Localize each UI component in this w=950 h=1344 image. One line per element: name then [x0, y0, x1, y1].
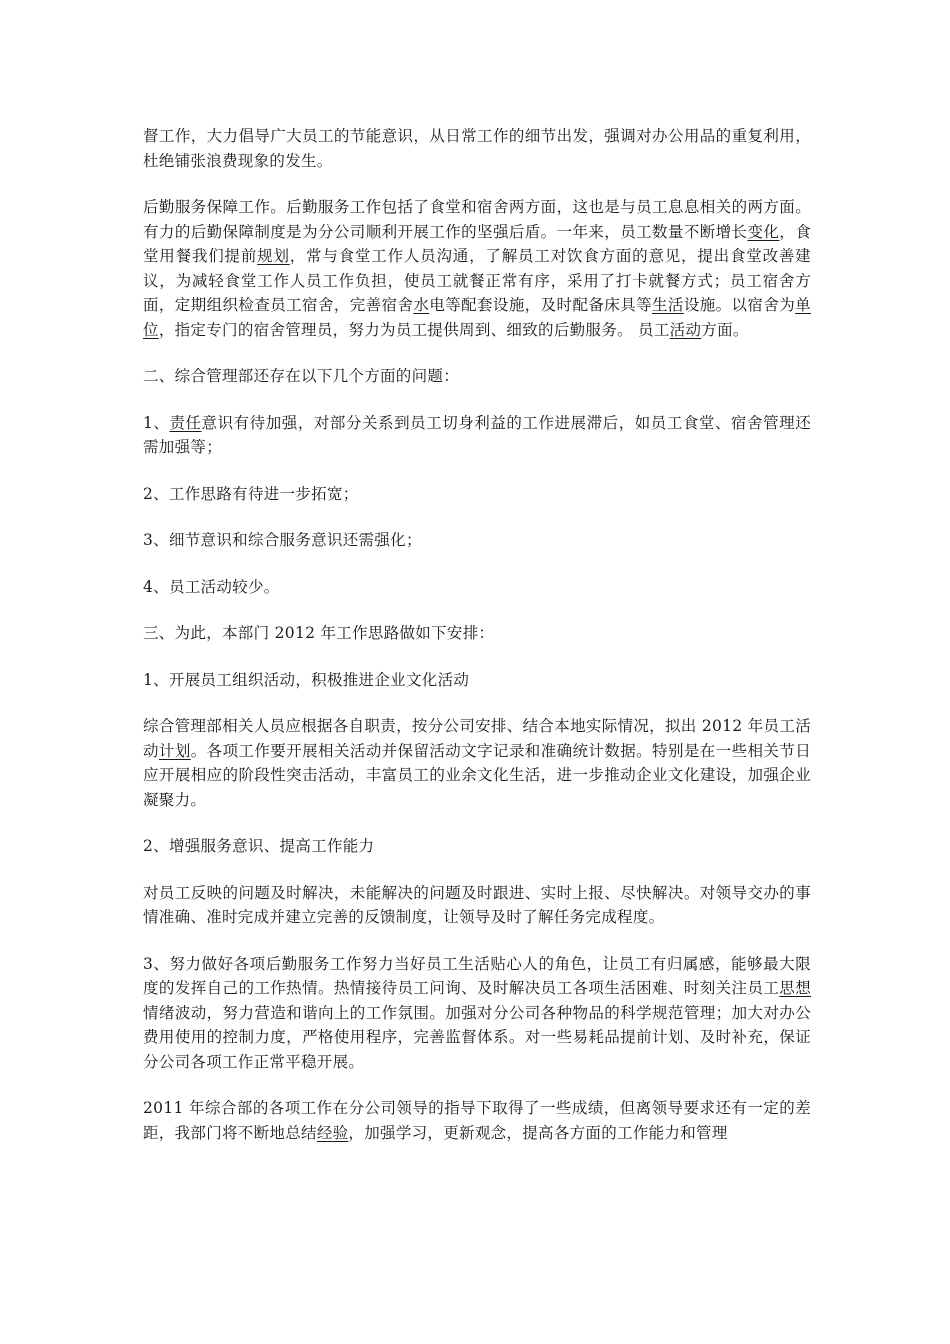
plan-item-1-heading: 1、开展员工组织活动，积极推进企业文化活动 — [143, 670, 470, 689]
link-thought[interactable]: 思想 — [779, 979, 811, 997]
link-experience[interactable]: 经验 — [316, 1123, 349, 1142]
list-item-2: 2、工作思路有待进一步拓宽； — [143, 484, 359, 503]
list-item-1: 1、责任意识有待加强，对部分关系到员工切身利益的工作进展滞后，如员工食堂、宿舍管理还需加强等； — [143, 413, 811, 456]
list-item-4: 4、员工活动较少。 — [143, 577, 280, 596]
conclusion-paragraph: 2011 年综合部的各项工作在分公司领导的指导下取得了一些成绩，但离领导要求还有一定的差距，我部门将不断地总结经验，加强学习，更新观念，提高各方面的工作能力和管理 — [143, 1099, 811, 1142]
link-activity[interactable]: 活动 — [669, 320, 702, 339]
link-water[interactable]: 水 — [413, 296, 430, 314]
paragraph-1: 督工作，大力倡导广大员工的节能意识，从日常工作的细节出发，强调对办公用品的重复利用，杜绝铺张浪费现象的发生。 — [143, 127, 811, 170]
plan-item-2-body: 对员工反映的问题及时解决，未能解决的问题及时跟进、实时上报、尽快解决。对领导交办的事情准确、准时完成并建立完善的反馈制度，让领导及时了解任务完成程度。 — [143, 883, 811, 926]
link-responsibility[interactable]: 责任 — [169, 413, 202, 432]
section-heading-plan: 三、为此，本部门 2012 年工作思路做如下安排： — [143, 624, 495, 642]
document-body — [143, 124, 811, 1167]
link-change[interactable]: 变化 — [747, 222, 780, 241]
plan-item-1-body: 综合管理部相关人员应根据各自职责，按分公司安排、结合本地实际情况，拟出 2012 年员工活动计划。各项工作要开展相关活动并保留活动文字记录和准确统计数据。特别是在一些相关节日应开展相应的阶段性突击活动，丰富员工的业余文化生活，进一步推动企业文化建设，加强企业凝聚力。 — [143, 717, 812, 809]
link-plan[interactable]: 计划 — [158, 741, 191, 760]
plan-item-2-heading: 2、增强服务意识、提高工作能力 — [143, 837, 375, 855]
paragraph-logistics: 后勤服务保障工作。后勤服务工作包括了食堂和宿舍两方面，这也是与员工息息相关的两方面。有力的后勤保障制度是为分公司顺利开展工作的坚强后盾。一年来，员工数量不断增长变化，食堂用餐我们提前规划，常与食堂工作人员沟通，了解员工对饮食方面的意见，提出食堂改善建议，为减轻食堂工作人员工作负担，使员工就餐正常有序，采用了打卡就餐方式；员工宿舍方面，定期组织检查员工宿舍，完善宿舍水电等配套设施，及时配备床具等生活设施。以宿舍为单位，指定专门的宿舍管理员，努力为员工提供周到、细致的后勤服务。 员工活动方面。 — [143, 198, 812, 339]
plan-item-3: 3、努力做好各项后勤服务工作努力当好员工生活贴心人的角色，让员工有归属感，能够最大限度的发挥自己的工作热情。热情接待员工问询、及时解决员工各项生活困难、时刻关注员工思想情绪波动，努力营造和谐向上的工作氛围。加强对分公司各种物品的科学规范管理；加大对办公费用使用的控制力度，严格使用程序，完善监督体系。对一些易耗品提前计划、及时补充，保证分公司各项工作正常平稳开展。 — [143, 954, 811, 1071]
link-unit[interactable]: 单位 — [143, 296, 811, 339]
list-item-3: 3、细节意识和综合服务意识还需强化； — [143, 531, 422, 549]
link-life[interactable]: 生活 — [652, 296, 684, 314]
link-planning[interactable]: 规划 — [257, 247, 290, 265]
section-heading-problems: 二、综合管理部还存在以下几个方面的问题： — [143, 367, 460, 385]
